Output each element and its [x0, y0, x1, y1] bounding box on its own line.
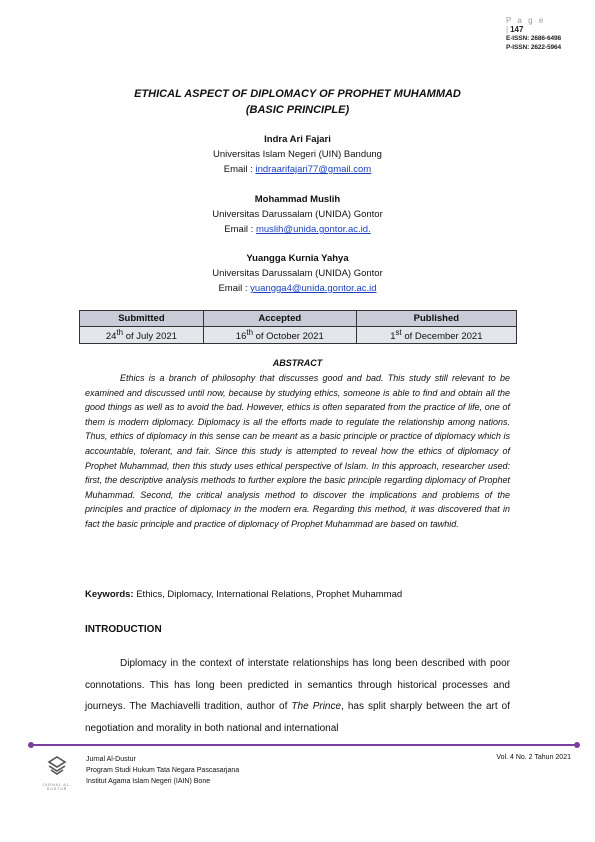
- accepted-header: Accepted: [203, 311, 356, 327]
- title-line-1: ETHICAL ASPECT OF DIPLOMACY OF PROPHET MUHAMMAD: [134, 88, 461, 100]
- author-name: Indra Ari Fajari: [264, 134, 331, 145]
- submitted-header: Submitted: [80, 311, 204, 327]
- journal-name: Jurnal Al-Dustur: [86, 756, 136, 763]
- journal-logo-icon: [37, 755, 77, 777]
- accepted-date: [203, 327, 356, 344]
- published-date: [356, 327, 516, 344]
- page-number: 147: [510, 25, 524, 34]
- introduction-heading: INTRODUCTION: [85, 624, 162, 635]
- author-name: Mohammad Muslih: [254, 194, 341, 205]
- author-block-2: [0, 192, 595, 237]
- dates-table: [79, 310, 517, 344]
- eissn: E-ISSN: 2686-6498: [506, 35, 562, 42]
- email-label: Email :: [223, 164, 256, 175]
- page-label: P a g e: [506, 16, 546, 25]
- email-label: Email :: [224, 224, 256, 235]
- page-header: [506, 16, 566, 52]
- date-suffix: st: [395, 328, 402, 337]
- book-title: The Prince: [291, 701, 342, 712]
- footer-journal-info: [86, 754, 239, 787]
- author-name: Yuangga Kurnia Yahya: [246, 253, 349, 264]
- keywords-line: [85, 589, 402, 600]
- journal-logo: [37, 755, 77, 791]
- page-separator: |: [506, 25, 511, 34]
- keywords-text: Ethics, Diplomacy, International Relations, Prophet Muhammad: [133, 589, 403, 600]
- volume-info: Vol. 4 No. 2 Tahun 2021: [496, 754, 571, 761]
- dates-value-row: [80, 327, 517, 344]
- intro-text-part1: Diplomacy in the context of interstate relationships has long been described with poor connotations. This has long been predicted in semantics through historical processes and journeys. The Machiavelli tradition, author of: [85, 658, 510, 712]
- institute-name: Institut Agama Islam Negeri (IAIN) Bone: [86, 778, 211, 785]
- logo-caption: JURNAL AL-DUSTUR: [42, 783, 72, 791]
- date-rest: of October 2021: [252, 331, 324, 343]
- program-name: Program Studi Hukum Tata Negara Pascasarjana: [86, 767, 240, 774]
- author-email-link[interactable]: muslih@unida.gontor.ac.id.: [255, 224, 371, 235]
- date-rest: of December 2021: [401, 331, 483, 343]
- author-email-line: [0, 162, 595, 177]
- abstract-heading: ABSTRACT: [272, 358, 323, 368]
- author-email-line: [0, 281, 595, 296]
- author-affiliation: Universitas Darussalam (UNIDA) Gontor: [212, 268, 383, 279]
- date-day: 16: [235, 331, 247, 343]
- rule-dot-right: [574, 742, 580, 748]
- date-suffix: th: [246, 328, 253, 337]
- author-affiliation: Universitas Darussalam (UNIDA) Gontor: [212, 209, 383, 220]
- date-rest: of July 2021: [123, 331, 177, 343]
- author-block-1: [0, 132, 595, 177]
- dates-header-row: [80, 311, 517, 327]
- date-day: 1: [390, 331, 396, 343]
- page-number-line: [506, 16, 566, 34]
- author-block-3: [0, 251, 595, 296]
- published-header: Published: [356, 311, 516, 327]
- title-line-2: (BASIC PRINCIPLE): [245, 104, 350, 116]
- abstract-text: Ethics is a branch of philosophy that discusses good and bad. This study still relevant to be examined and discussed until now, because by studying ethics, someone is able to find and obtain all the good things as well as to avoid the bad. However, ethics is often separated from the practice of life, one of them is modern diplomacy. Diplomacy is all the efforts made to regulate the relationship among nations. Thus, ethics of diplomacy in this sense can be meant as a basic principle or practice of diplomacy which is accountable, tolerant, and fair. Since this study is attempted to reveal how the ethics of diplomacy of Prophet Muhammad, then this study uses ethical perspective of Islam. In this approach, researcher used: first, the descriptive analysis methods to further explore the basic principle regarding diplomacy of Prophet Muhammad. Second, the critical analysis method to discover the implications and problems of the principles and practice of diplomacy in the modern era. Regarding this method, it was discovered that in fact the basic principle and practice of diplomacy of Prophet Muhammad are based on tawhid.: [85, 373, 510, 529]
- introduction-paragraph: [85, 653, 510, 739]
- author-email-line: [0, 222, 595, 237]
- author-email-link[interactable]: yuangga4@unida.gontor.ac.id: [250, 283, 377, 294]
- footer-rule: [30, 744, 578, 746]
- author-affiliation: Universitas Islam Negeri (UIN) Bandung: [213, 149, 382, 160]
- date-suffix: th: [116, 328, 124, 337]
- submitted-date: [80, 327, 204, 344]
- pissn: P-ISSN: 2622-5964: [506, 44, 562, 51]
- paper-title: [0, 86, 595, 118]
- rule-dot-left: [28, 742, 34, 748]
- author-email-link[interactable]: indraarifajari77@gmail.com: [255, 164, 372, 175]
- intro-text-part2: , has split sharply between the art of negotiation and morality in both national and international: [85, 701, 511, 734]
- keywords-label: Keywords:: [85, 589, 134, 600]
- date-day: 24: [105, 331, 117, 343]
- email-label: Email :: [218, 283, 251, 294]
